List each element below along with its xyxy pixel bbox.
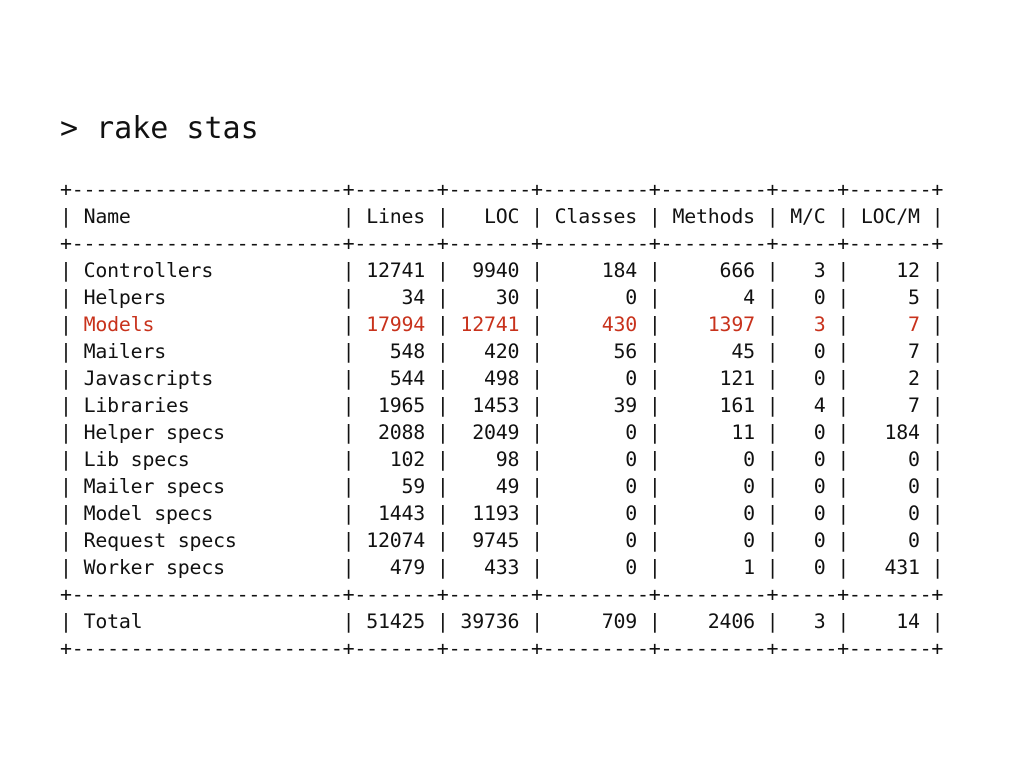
column-divider: |: [931, 556, 944, 579]
column-divider: |: [766, 340, 779, 363]
column-divider: |: [436, 313, 449, 336]
column-divider: |: [648, 313, 661, 336]
cell-lines: 12741: [366, 259, 426, 282]
table-border-top: +-----------------------+-------+-------+---------+---------+-----+-------+: [60, 178, 944, 201]
column-divider: |: [766, 475, 779, 498]
column-divider: |: [837, 475, 850, 498]
cell-mc: 0: [790, 421, 826, 444]
column-divider: |: [837, 367, 850, 390]
cell-locm: 2: [860, 367, 920, 390]
header-cell-methods: Methods: [672, 205, 755, 228]
table-row: [60, 554, 943, 581]
column-divider: |: [766, 610, 779, 633]
column-divider: |: [837, 205, 850, 228]
cell-name: Helper specs: [83, 421, 331, 444]
column-divider: |: [60, 475, 72, 498]
column-divider: |: [531, 610, 543, 633]
column-divider: |: [648, 502, 661, 525]
cell-lines: 17994: [366, 313, 426, 336]
column-divider: |: [931, 448, 944, 471]
cell-lines: 544: [366, 367, 426, 390]
cell-locm: 0: [860, 475, 920, 498]
cell-mc: 0: [790, 448, 826, 471]
column-divider: |: [60, 529, 72, 552]
column-divider: |: [60, 205, 72, 228]
cell-mc: 0: [790, 475, 826, 498]
cell-mc: 3: [790, 610, 826, 633]
column-divider: |: [931, 313, 944, 336]
column-divider: |: [436, 475, 449, 498]
column-divider: |: [531, 556, 543, 579]
column-divider: |: [342, 367, 355, 390]
cell-locm: 7: [860, 340, 920, 363]
header-cell-classes: Classes: [554, 205, 638, 228]
column-divider: |: [766, 421, 779, 444]
column-divider: |: [531, 502, 543, 525]
table-row: [60, 419, 943, 446]
column-divider: |: [436, 421, 449, 444]
cell-methods: 161: [672, 394, 755, 417]
cell-name: Controllers: [83, 259, 331, 282]
cell-name: Mailers: [83, 340, 331, 363]
column-divider: |: [931, 529, 944, 552]
cell-lines: 1443: [366, 502, 426, 525]
column-divider: |: [931, 340, 944, 363]
column-divider: |: [931, 502, 944, 525]
cell-loc: 1193: [460, 502, 520, 525]
cell-loc: 39736: [460, 610, 520, 633]
cell-lines: 479: [366, 556, 426, 579]
cell-methods: 121: [672, 367, 755, 390]
column-divider: |: [837, 394, 850, 417]
column-divider: |: [342, 286, 355, 309]
column-divider: |: [648, 448, 661, 471]
cell-locm: 7: [860, 394, 920, 417]
column-divider: |: [766, 205, 779, 228]
cell-lines: 12074: [366, 529, 426, 552]
column-divider: |: [531, 367, 543, 390]
column-divider: |: [648, 367, 661, 390]
cell-classes: 0: [554, 421, 638, 444]
column-divider: |: [837, 313, 850, 336]
column-divider: |: [837, 556, 850, 579]
cell-loc: 1453: [460, 394, 520, 417]
cell-methods: 4: [672, 286, 755, 309]
column-divider: |: [60, 448, 72, 471]
column-divider: |: [837, 259, 850, 282]
column-divider: |: [531, 313, 543, 336]
table-row: [60, 284, 943, 311]
cell-locm: 5: [860, 286, 920, 309]
table-row: [60, 392, 943, 419]
header-cell-mc: M/C: [790, 205, 826, 228]
cell-methods: 1397: [672, 313, 755, 336]
cell-mc: 4: [790, 394, 826, 417]
column-divider: |: [531, 529, 543, 552]
column-divider: |: [648, 610, 661, 633]
cell-classes: 39: [554, 394, 638, 417]
cell-name: Total: [83, 610, 331, 633]
cell-classes: 56: [554, 340, 638, 363]
cell-name: Model specs: [83, 502, 331, 525]
cell-mc: 0: [790, 556, 826, 579]
column-divider: |: [648, 259, 661, 282]
column-divider: |: [837, 448, 850, 471]
cell-lines: 1965: [366, 394, 426, 417]
cell-loc: 12741: [460, 313, 520, 336]
column-divider: |: [60, 421, 72, 444]
cell-methods: 0: [672, 475, 755, 498]
table-row: [60, 365, 943, 392]
cell-classes: 0: [554, 502, 638, 525]
cell-name: Mailer specs: [83, 475, 331, 498]
cell-classes: 0: [554, 529, 638, 552]
cell-name: Javascripts: [83, 367, 331, 390]
column-divider: |: [436, 286, 449, 309]
cell-classes: 184: [554, 259, 638, 282]
cell-name: Helpers: [83, 286, 331, 309]
column-divider: |: [766, 529, 779, 552]
cell-lines: 59: [366, 475, 426, 498]
cell-name: Models: [83, 313, 331, 336]
column-divider: |: [342, 313, 355, 336]
cell-mc: 0: [790, 529, 826, 552]
cell-classes: 0: [554, 448, 638, 471]
table-header-row: [60, 203, 943, 230]
table-header-divider: +-----------------------+-------+-------+---------+---------+-----+-------+: [60, 232, 944, 255]
table-row: [60, 446, 943, 473]
cell-loc: 9940: [460, 259, 520, 282]
column-divider: |: [342, 448, 355, 471]
column-divider: |: [931, 286, 944, 309]
table-border-bottom: +-----------------------+-------+-------+---------+---------+-----+-------+: [60, 637, 944, 660]
table-row: [60, 338, 943, 365]
column-divider: |: [648, 286, 661, 309]
column-divider: |: [648, 394, 661, 417]
cell-name: Libraries: [83, 394, 331, 417]
column-divider: |: [436, 529, 449, 552]
cell-loc: 420: [460, 340, 520, 363]
column-divider: |: [766, 556, 779, 579]
cell-lines: 2088: [366, 421, 426, 444]
cell-methods: 0: [672, 448, 755, 471]
column-divider: |: [342, 475, 355, 498]
column-divider: |: [60, 286, 72, 309]
table-row: [60, 311, 943, 338]
cell-locm: 7: [860, 313, 920, 336]
column-divider: |: [342, 502, 355, 525]
column-divider: |: [60, 340, 72, 363]
cell-locm: 431: [860, 556, 920, 579]
column-divider: |: [837, 421, 850, 444]
cell-mc: 0: [790, 502, 826, 525]
cell-methods: 666: [672, 259, 755, 282]
column-divider: |: [766, 448, 779, 471]
cell-loc: 498: [460, 367, 520, 390]
cell-mc: 0: [790, 367, 826, 390]
column-divider: |: [766, 286, 779, 309]
column-divider: |: [531, 205, 543, 228]
table-row: [60, 500, 943, 527]
column-divider: |: [837, 529, 850, 552]
column-divider: |: [766, 313, 779, 336]
table-total-divider: +-----------------------+-------+-------+---------+---------+-----+-------+: [60, 583, 944, 606]
header-cell-lines: Lines: [366, 205, 426, 228]
column-divider: |: [931, 394, 944, 417]
column-divider: |: [531, 394, 543, 417]
cell-name: Worker specs: [83, 556, 331, 579]
column-divider: |: [436, 205, 449, 228]
column-divider: |: [766, 394, 779, 417]
column-divider: |: [837, 340, 850, 363]
column-divider: |: [931, 259, 944, 282]
cell-classes: 430: [554, 313, 638, 336]
cell-locm: 12: [860, 259, 920, 282]
cell-methods: 0: [672, 529, 755, 552]
cell-mc: 3: [790, 259, 826, 282]
cell-mc: 0: [790, 340, 826, 363]
cell-loc: 2049: [460, 421, 520, 444]
cell-classes: 709: [554, 610, 638, 633]
cell-classes: 0: [554, 475, 638, 498]
column-divider: |: [931, 610, 944, 633]
column-divider: |: [436, 610, 449, 633]
column-divider: |: [436, 502, 449, 525]
table-row: [60, 473, 943, 500]
column-divider: |: [837, 502, 850, 525]
column-divider: |: [766, 502, 779, 525]
cell-methods: 11: [672, 421, 755, 444]
table-row: [60, 257, 943, 284]
cell-lines: 34: [366, 286, 426, 309]
column-divider: |: [436, 394, 449, 417]
cell-loc: 98: [460, 448, 520, 471]
cell-classes: 0: [554, 367, 638, 390]
column-divider: |: [60, 259, 72, 282]
column-divider: |: [342, 610, 355, 633]
column-divider: |: [436, 556, 449, 579]
column-divider: |: [531, 340, 543, 363]
column-divider: |: [436, 259, 449, 282]
column-divider: |: [436, 340, 449, 363]
column-divider: |: [342, 259, 355, 282]
column-divider: |: [60, 367, 72, 390]
cell-locm: 0: [860, 529, 920, 552]
column-divider: |: [60, 610, 72, 633]
column-divider: |: [342, 340, 355, 363]
column-divider: |: [436, 367, 449, 390]
cell-name: Lib specs: [83, 448, 331, 471]
cell-methods: 1: [672, 556, 755, 579]
cell-lines: 51425: [366, 610, 426, 633]
cell-methods: 2406: [672, 610, 755, 633]
cell-lines: 548: [366, 340, 426, 363]
table-row: [60, 527, 943, 554]
column-divider: |: [648, 205, 661, 228]
column-divider: |: [837, 286, 850, 309]
column-divider: |: [648, 340, 661, 363]
command-line: > rake stas: [60, 111, 259, 146]
column-divider: |: [531, 421, 543, 444]
column-divider: |: [531, 286, 543, 309]
column-divider: |: [531, 259, 543, 282]
cell-loc: 30: [460, 286, 520, 309]
column-divider: |: [648, 556, 661, 579]
column-divider: |: [648, 475, 661, 498]
column-divider: |: [342, 421, 355, 444]
column-divider: |: [60, 313, 72, 336]
column-divider: |: [60, 502, 72, 525]
column-divider: |: [766, 367, 779, 390]
column-divider: |: [931, 205, 944, 228]
header-cell-name: Name: [83, 205, 331, 228]
header-cell-locm: LOC/M: [860, 205, 920, 228]
cell-name: Request specs: [83, 529, 331, 552]
cell-loc: 433: [460, 556, 520, 579]
cell-mc: 0: [790, 286, 826, 309]
cell-classes: 0: [554, 556, 638, 579]
column-divider: |: [648, 529, 661, 552]
column-divider: |: [60, 556, 72, 579]
column-divider: |: [931, 421, 944, 444]
table-total-row: [60, 608, 943, 635]
cell-loc: 9745: [460, 529, 520, 552]
column-divider: |: [342, 394, 355, 417]
cell-classes: 0: [554, 286, 638, 309]
column-divider: |: [766, 259, 779, 282]
cell-locm: 184: [860, 421, 920, 444]
header-cell-loc: LOC: [460, 205, 520, 228]
cell-methods: 45: [672, 340, 755, 363]
cell-locm: 0: [860, 502, 920, 525]
column-divider: |: [931, 475, 944, 498]
cell-lines: 102: [366, 448, 426, 471]
column-divider: |: [60, 394, 72, 417]
column-divider: |: [342, 205, 355, 228]
column-divider: |: [931, 367, 944, 390]
column-divider: |: [342, 556, 355, 579]
column-divider: |: [837, 610, 850, 633]
column-divider: |: [648, 421, 661, 444]
cell-locm: 0: [860, 448, 920, 471]
column-divider: |: [531, 448, 543, 471]
column-divider: |: [531, 475, 543, 498]
stats-table: [60, 176, 943, 662]
cell-methods: 0: [672, 502, 755, 525]
cell-loc: 49: [460, 475, 520, 498]
column-divider: |: [436, 448, 449, 471]
cell-locm: 14: [860, 610, 920, 633]
column-divider: |: [342, 529, 355, 552]
cell-mc: 3: [790, 313, 826, 336]
